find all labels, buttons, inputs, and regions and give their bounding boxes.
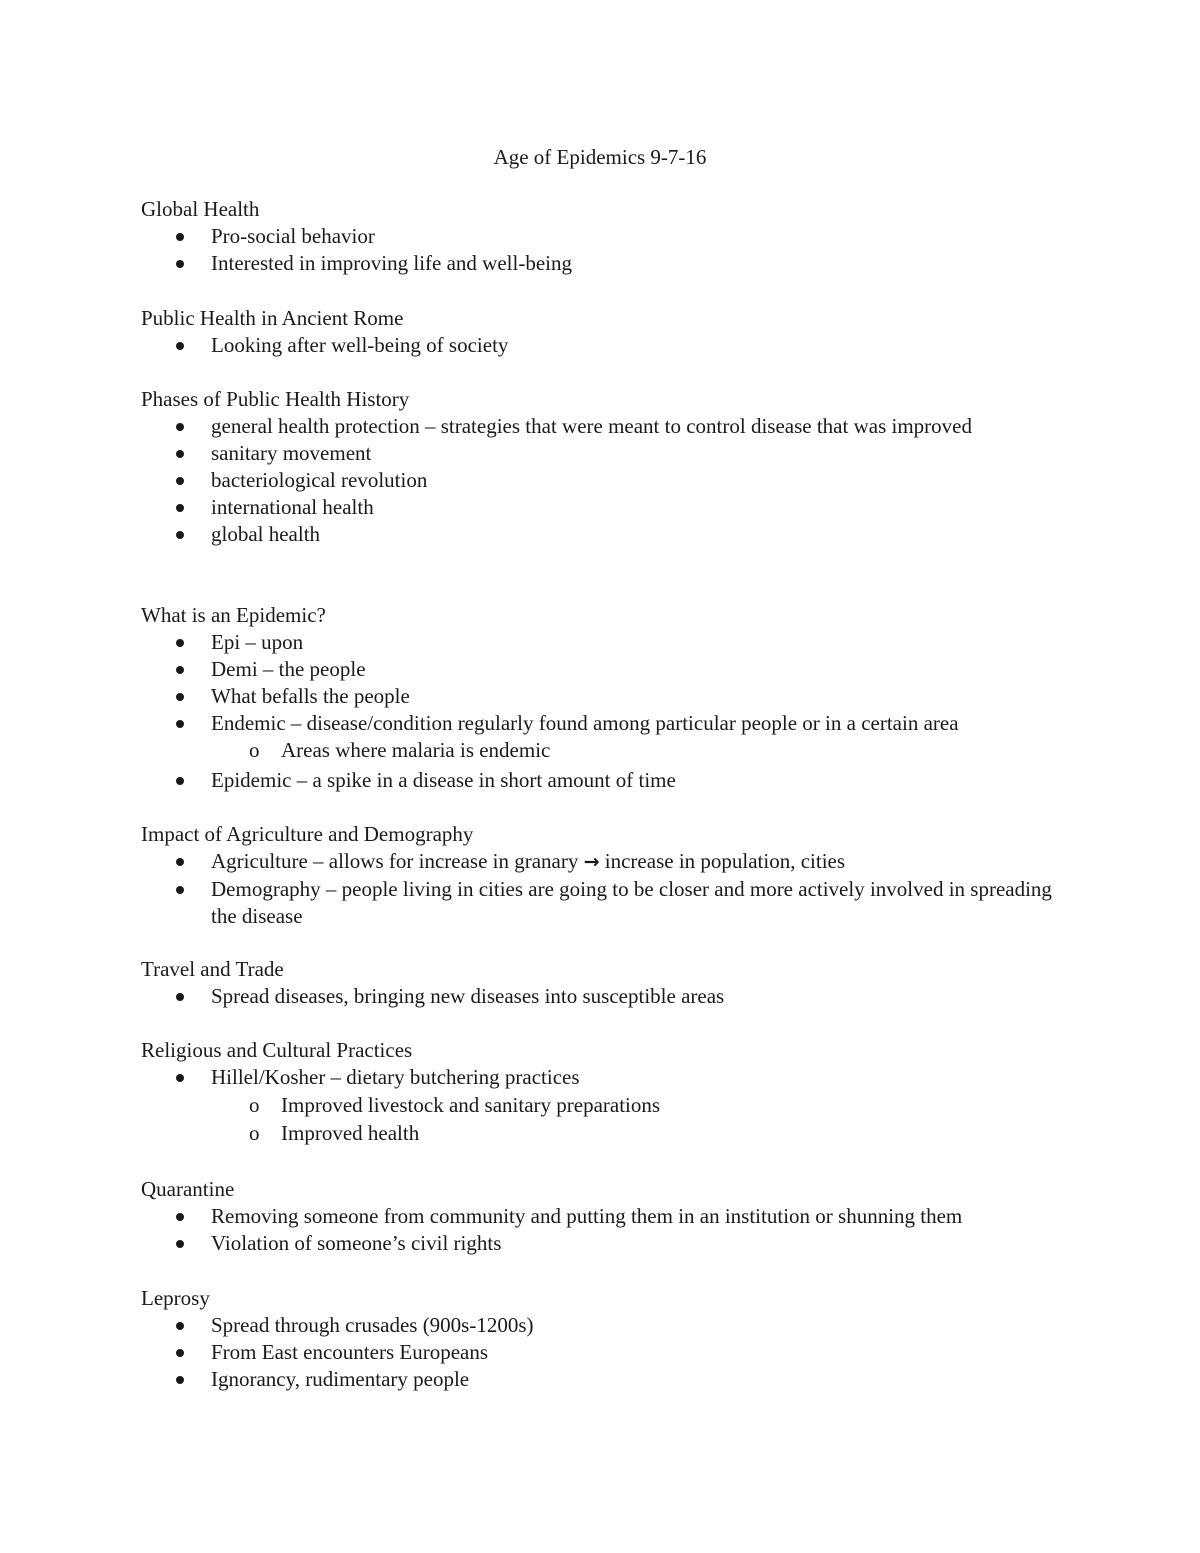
sub-bullet-list xyxy=(211,1092,1081,1147)
section-quarantine xyxy=(141,1176,1081,1257)
list-item xyxy=(141,1203,1081,1230)
section-heading: Phases of Public Health History xyxy=(141,387,410,411)
bullet-icon xyxy=(176,639,184,647)
list-item-text: Removing someone from community and putting them in an institution or shunning them xyxy=(211,1204,963,1228)
bullet-icon xyxy=(176,886,184,894)
list-item xyxy=(141,683,1081,710)
list-item-text: international health xyxy=(211,495,374,519)
list-item xyxy=(141,1064,1081,1147)
bullet-icon xyxy=(176,531,184,539)
sub-list-item-text: Areas where malaria is endemic xyxy=(281,738,551,762)
list-item-text: Agriculture – allows for increase in granary xyxy=(211,849,579,873)
sub-list-item xyxy=(211,737,1081,764)
list-item-text: Endemic – disease/condition regularly found among particular people or in a certain area xyxy=(211,711,959,735)
list-item-text: Pro-social behavior xyxy=(211,224,375,248)
list-item-text: Demography – people living in cities are going to be closer and more actively involved in spreading the disease xyxy=(211,877,1052,928)
list-item xyxy=(141,413,1081,440)
list-item xyxy=(141,983,1081,1010)
bullet-icon xyxy=(176,477,184,485)
list-item xyxy=(141,223,1081,250)
page-title: Age of Epidemics 9-7-16 xyxy=(493,145,707,169)
sub-list-item xyxy=(211,1092,1081,1119)
list-item xyxy=(141,494,1081,521)
list-item-text: Violation of someone’s civil rights xyxy=(211,1231,502,1255)
bullet-icon xyxy=(176,993,184,1001)
section-heading: Impact of Agriculture and Demography xyxy=(141,822,474,846)
bullet-icon xyxy=(176,450,184,458)
list-item-text: Epi – upon xyxy=(211,630,304,654)
bullet-list xyxy=(141,1203,1081,1257)
bullet-icon xyxy=(176,1376,184,1384)
list-item-text: Hillel/Kosher – dietary butchering practices xyxy=(211,1065,580,1089)
bullet-list xyxy=(141,1064,1081,1147)
section-heading: Leprosy xyxy=(141,1286,210,1310)
bullet-icon xyxy=(176,233,184,241)
list-item xyxy=(141,1312,1081,1339)
section-religious-cultural xyxy=(141,1037,1081,1147)
section-what-is-epidemic xyxy=(141,602,1081,794)
list-item-text: Ignorancy, rudimentary people xyxy=(211,1367,470,1391)
list-item-text: sanitary movement xyxy=(211,441,372,465)
bullet-icon xyxy=(176,1074,184,1082)
sub-list-item-text: Improved health xyxy=(281,1121,420,1145)
bullet-list xyxy=(141,332,1081,359)
bullet-icon xyxy=(176,504,184,512)
bullet-icon xyxy=(176,666,184,674)
list-item-text: bacteriological revolution xyxy=(211,468,428,492)
list-item xyxy=(141,848,1081,876)
list-item-text: Looking after well-being of society xyxy=(211,333,509,357)
list-item xyxy=(141,521,1081,548)
list-item-text: What befalls the people xyxy=(211,684,410,708)
section-leprosy xyxy=(141,1285,1081,1393)
hollow-bullet-icon: o xyxy=(249,738,260,762)
section-heading: Global Health xyxy=(141,197,260,221)
bullet-icon xyxy=(176,693,184,701)
section-heading: What is an Epidemic? xyxy=(141,603,326,627)
section-heading: Public Health in Ancient Rome xyxy=(141,306,404,330)
list-item-text: Spread through crusades (900s-1200s) xyxy=(211,1313,534,1337)
list-item xyxy=(141,710,1081,764)
section-agriculture-demography xyxy=(141,821,1081,930)
list-item-text: global health xyxy=(211,522,321,546)
bullet-icon xyxy=(176,777,184,785)
list-item-text: general health protection – strategies that were meant to control disease that was improved xyxy=(211,414,972,438)
list-item-text: Spread diseases, bringing new diseases into susceptible areas xyxy=(211,984,725,1008)
list-item-text: increase in population, cities xyxy=(604,849,846,873)
list-item xyxy=(141,1230,1081,1257)
list-item xyxy=(141,250,1081,277)
list-item-text: Interested in improving life and well-being xyxy=(211,251,572,275)
section-phases xyxy=(141,386,1081,548)
list-item xyxy=(141,1339,1081,1366)
list-item xyxy=(141,440,1081,467)
arrow-right-icon: → xyxy=(583,851,600,873)
bullet-icon xyxy=(176,260,184,268)
bullet-icon xyxy=(176,858,184,866)
sub-bullet-list xyxy=(211,737,1081,764)
bullet-icon xyxy=(176,423,184,431)
list-item-text: From East encounters Europeans xyxy=(211,1340,489,1364)
list-item-text: Epidemic – a spike in a disease in short amount of time xyxy=(211,768,676,792)
bullet-icon xyxy=(176,1349,184,1357)
list-item xyxy=(141,1366,1081,1393)
list-item xyxy=(141,629,1081,656)
section-travel-trade xyxy=(141,956,1081,1010)
list-item xyxy=(141,767,1081,794)
list-item xyxy=(141,876,1081,930)
bullet-list xyxy=(141,629,1081,794)
bullet-icon xyxy=(176,720,184,728)
bullet-list xyxy=(141,983,1081,1010)
bullet-list xyxy=(141,223,1081,277)
list-item xyxy=(141,467,1081,494)
hollow-bullet-icon: o xyxy=(249,1121,260,1145)
bullet-icon xyxy=(176,1240,184,1248)
section-heading: Religious and Cultural Practices xyxy=(141,1038,413,1062)
section-global-health xyxy=(141,196,1081,277)
list-item xyxy=(141,332,1081,359)
section-public-health-rome xyxy=(141,305,1081,359)
bullet-list xyxy=(141,848,1081,930)
list-item xyxy=(141,656,1081,683)
hollow-bullet-icon: o xyxy=(249,1093,260,1117)
bullet-icon xyxy=(176,1322,184,1330)
section-heading: Travel and Trade xyxy=(141,957,284,981)
bullet-icon xyxy=(176,1213,184,1221)
section-heading: Quarantine xyxy=(141,1177,235,1201)
list-item-text: Demi – the people xyxy=(211,657,366,681)
sub-list-item-text: Improved livestock and sanitary preparations xyxy=(281,1093,661,1117)
sub-list-item xyxy=(211,1120,1081,1147)
bullet-icon xyxy=(176,342,184,350)
bullet-list xyxy=(141,413,1081,548)
bullet-list xyxy=(141,1312,1081,1393)
